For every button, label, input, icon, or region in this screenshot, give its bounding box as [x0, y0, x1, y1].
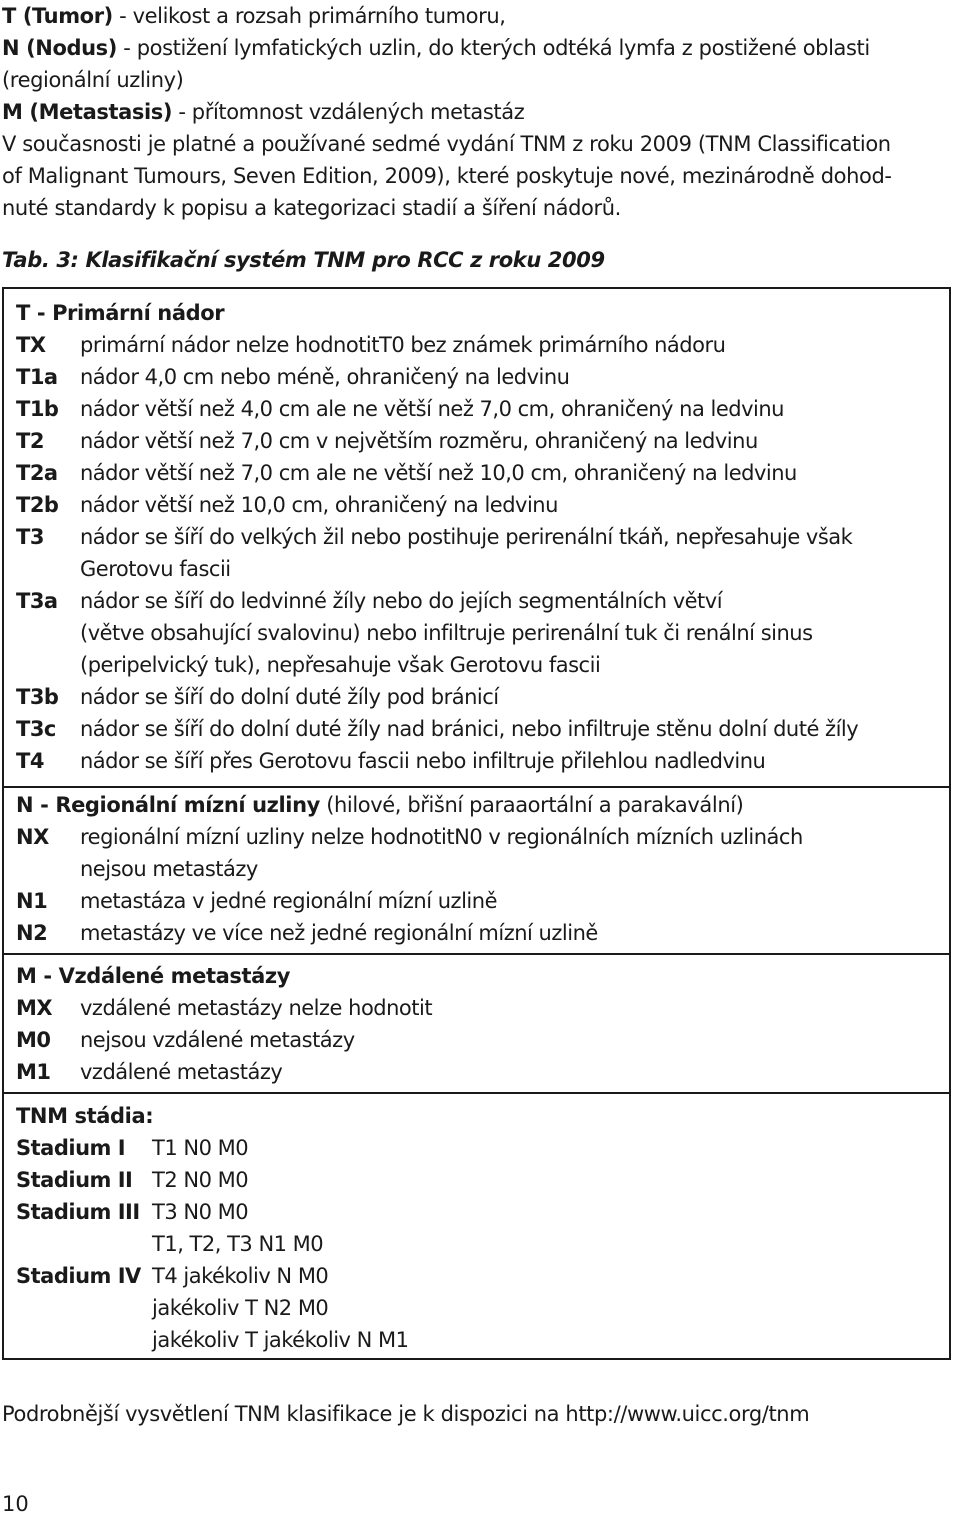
- row-description-line: regionální mízní uzliny nelze hodnotitN0 v regionálních mízních uzlinách: [80, 825, 803, 849]
- row-code: N1: [16, 889, 48, 913]
- row-description-line: T3 N0 M0: [152, 1200, 249, 1224]
- row-description-line: (větve obsahující svalovinu) nebo infiltruje perirenální tuk či renální sinus: [80, 621, 813, 645]
- row-code: T1a: [16, 365, 58, 389]
- row-description: [80, 1024, 943, 1056]
- row-description: [80, 393, 943, 425]
- row-code: MX: [16, 996, 53, 1020]
- t-section-box: [2, 287, 951, 788]
- row-description: [80, 361, 943, 393]
- n-definition: - postižení lymfatických uzlin, do kterých odtéká lymfa z postižené oblasti: [116, 36, 870, 60]
- m-section-box: [2, 953, 951, 1094]
- row-description-line: (peripelvický tuk), nepřesahuje však Gerotovu fascii: [80, 653, 601, 677]
- row-code: Stadium I: [16, 1136, 126, 1160]
- m-section-heading: M - Vzdálené metastázy: [16, 964, 291, 988]
- row-description: [80, 329, 943, 361]
- t-term: T (Tumor): [2, 4, 113, 28]
- row-description-line: nádor se šíří přes Gerotovu fascii nebo infiltruje přilehlou nadledvinu: [80, 749, 766, 773]
- row-description: [80, 585, 943, 681]
- row-description: [80, 745, 943, 777]
- row-code: N2: [16, 921, 48, 945]
- row-description: [80, 885, 943, 917]
- row-code: T2b: [16, 493, 59, 517]
- row-description-line: nádor se šíří do ledvinné žíly nebo do jejích segmentálních větví: [80, 589, 723, 613]
- n-term: N (Nodus): [2, 36, 117, 60]
- m-term: M (Metastasis): [2, 100, 173, 124]
- row-code: T3c: [16, 717, 56, 741]
- row-code: T3a: [16, 589, 58, 613]
- row-description-line: metastáza v jedné regionální mízní uzlině: [80, 889, 497, 913]
- intro-m-line: [2, 96, 956, 128]
- n-heading-note: (hilové, břišní paraaortální a parakavální): [319, 793, 744, 817]
- row-code: T3b: [16, 685, 59, 709]
- row-description-line: nejsou metastázy: [80, 857, 258, 881]
- row-description: [80, 425, 943, 457]
- stages-box: [2, 1092, 951, 1360]
- row-description-line: nádor se šíří do velkých žil nebo postihuje perirenální tkáň, nepřesahuje však: [80, 525, 853, 549]
- t-definition: - velikost a rozsah primárního tumoru,: [112, 4, 506, 28]
- row-description-line: nádor se šíří do dolní duté žíly nad bránici, nebo infiltruje stěnu dolní duté žíly: [80, 717, 859, 741]
- row-description-line: nádor větší než 7,0 cm ale ne větší než 10,0 cm, ohraničený na ledvinu: [80, 461, 797, 485]
- intro-paragraph-line-1: V současnosti je platné a používané sedmé vydání TNM z roku 2009 (TNM Classification: [2, 132, 891, 156]
- intro-n-line: [2, 32, 956, 64]
- n-section-box: [2, 786, 951, 955]
- row-code: T1b: [16, 397, 59, 421]
- row-description-line: primární nádor nelze hodnotitT0 bez známek primárního nádoru: [80, 333, 726, 357]
- row-description: [80, 489, 943, 521]
- row-description-line: T4 jakékoliv N M0: [152, 1264, 329, 1288]
- row-code: Stadium IV: [16, 1264, 141, 1288]
- intro-n-line-2: (regionální uzliny): [2, 68, 184, 92]
- row-description-line: jakékoliv T jakékoliv N M1: [152, 1328, 409, 1352]
- row-description-line: nádor 4,0 cm nebo méně, ohraničený na ledvinu: [80, 365, 570, 389]
- row-description-line: Gerotovu fascii: [80, 557, 231, 581]
- n-section-heading: [16, 789, 743, 821]
- row-code: T4: [16, 749, 44, 773]
- row-code: T2a: [16, 461, 58, 485]
- row-description: [152, 1132, 943, 1164]
- row-description: [152, 1196, 943, 1260]
- m-definition: - přítomnost vzdálených metastáz: [172, 100, 525, 124]
- row-description: [80, 457, 943, 489]
- row-description-line: nádor se šíří do dolní duté žíly pod bránicí: [80, 685, 499, 709]
- row-code: T3: [16, 525, 44, 549]
- row-description: [80, 917, 943, 949]
- row-code: M0: [16, 1028, 51, 1052]
- row-description-line: metastázy ve více než jedné regionální mízní uzlině: [80, 921, 598, 945]
- intro-t-line: [2, 0, 956, 32]
- row-description: [80, 521, 943, 585]
- row-code: Stadium II: [16, 1168, 133, 1192]
- row-code: Stadium III: [16, 1200, 140, 1224]
- row-description-line: T1 N0 M0: [152, 1136, 249, 1160]
- stages-heading: TNM stádia:: [16, 1104, 154, 1128]
- row-description-line: nádor větší než 4,0 cm ale ne větší než 7,0 cm, ohraničený na ledvinu: [80, 397, 784, 421]
- intro-paragraph-line-2: of Malignant Tumours, Seven Edition, 2009), které poskytuje nové, mezinárodně dohod-: [2, 164, 892, 188]
- row-description: [80, 821, 943, 885]
- row-description-line: vzdálené metastázy nelze hodnotit: [80, 996, 433, 1020]
- footer-note: Podrobnější vysvětlení TNM klasifikace je k dispozici na http://www.uicc.org/tnm: [2, 1402, 810, 1426]
- row-description-line: nádor větší než 10,0 cm, ohraničený na ledvinu: [80, 493, 558, 517]
- row-description: [80, 713, 943, 745]
- row-code: M1: [16, 1060, 51, 1084]
- row-description: [80, 681, 943, 713]
- t-section-heading: T - Primární nádor: [16, 301, 225, 325]
- row-description: [80, 992, 943, 1024]
- table-caption: Tab. 3: Klasifikační systém TNM pro RCC z roku 2009: [2, 248, 605, 272]
- row-description-line: T1, T2, T3 N1 M0: [152, 1232, 324, 1256]
- row-code: NX: [16, 825, 49, 849]
- row-description: [152, 1164, 943, 1196]
- row-description-line: jakékoliv T N2 M0: [152, 1296, 329, 1320]
- row-description-line: nejsou vzdálené metastázy: [80, 1028, 355, 1052]
- row-description-line: nádor větší než 7,0 cm v největším rozměru, ohraničený na ledvinu: [80, 429, 758, 453]
- n-heading-title: N - Regionální mízní uzliny: [16, 793, 320, 817]
- row-code: TX: [16, 333, 46, 357]
- row-description-line: vzdálené metastázy: [80, 1060, 283, 1084]
- row-description-line: T2 N0 M0: [152, 1168, 249, 1192]
- intro-text: [2, 0, 956, 224]
- row-code: T2: [16, 429, 44, 453]
- row-description: [80, 1056, 943, 1088]
- intro-paragraph-line-3: nuté standardy k popisu a kategorizaci stadií a šíření nádorů.: [2, 196, 621, 220]
- page-number: 10: [2, 1492, 29, 1516]
- row-description: [152, 1260, 943, 1356]
